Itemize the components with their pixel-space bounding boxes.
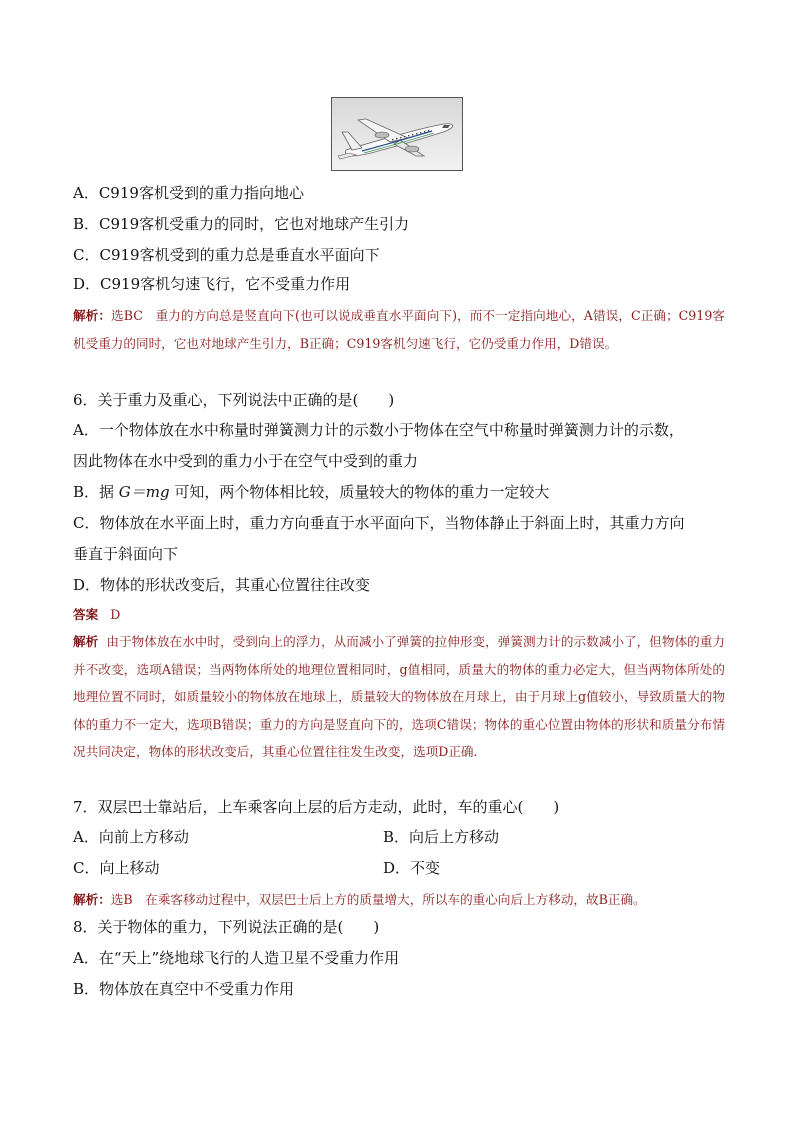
q6-answer [73, 605, 120, 625]
q5-analysis-text: 选BC 重力的方向总是竖直向下(也可以说成垂直水平面向下)，而不一定指向地心，A错误，C正确；C919客机受重力的同时，它也对地球产生引力，B正确；C919客机匀速飞行，它仍受重力作用，D错误。 [73, 308, 726, 351]
q6-answer-value: D [110, 607, 121, 622]
q5-option-b: B．C919客机受重力的同时，它也对地球产生引力 [73, 215, 410, 233]
q7-stem: 7．双层巴士靠站后，上车乘客向上层的后方走动，此时，车的重心( ) [73, 798, 560, 816]
q7-option-d: D．不变 [383, 859, 441, 877]
q6-option-c-line1: C．物体放在水平面上时，重力方向垂直于水平面向下，当物体静止于斜面上时，其重力方向 [73, 514, 685, 532]
q6-option-a-line1: A．一个物体放在水中称量时弹簧测力计的示数小于物体在空气中称量时弹簧测力计的示数， [73, 421, 684, 439]
q7-analysis-label: 解析： [73, 892, 111, 907]
q6-option-b-formula: G＝mg [118, 483, 170, 501]
q7-analysis-text: 选B 在乘客移动过程中，双层巴士后上方的质量增大，所以车的重心向后上方移动，故B正确。 [110, 892, 646, 907]
airplane-figure [331, 97, 463, 171]
q6-analysis [73, 628, 725, 766]
q6-answer-label: 答案 [73, 607, 99, 622]
q6-option-b-prefix: B．据 [73, 483, 119, 501]
q7-option-c: C．向上移动 [73, 859, 160, 877]
q7-option-b: B．向后上方移动 [383, 828, 500, 846]
q8-stem: 8．关于物体的重力，下列说法正确的是( ) [73, 918, 380, 936]
q7-analysis [73, 886, 725, 914]
q5-analysis [73, 302, 725, 357]
q6-analysis-text: 由于物体放在水中时，受到向上的浮力，从而减小了弹簧的拉伸形变，弹簧测力计的示数减小了，但物体的重力并不改变，选项A错误；当两物体所处的地理位置相同时，g值相同，质量大的物体的重力必定大，但当两物体所处的地理位置不同时，如质量较小的物体放在地球上，质量较大的物体放在月球上，由于月球上g值较小，导致质量大的物体的重力不一定大，选项B错误；重力的方向是竖直向下的，选项C错误；物体的重心位置由物体的形状和质量分布情况共同决定，物体的形状改变后，其重心位置往往发生改变，选项D正确． [73, 634, 726, 759]
q6-option-a-line2: 因此物体在水中受到的重力小于在空气中受到的重力 [73, 452, 419, 470]
q6-option-d: D．物体的形状改变后，其重心位置往往改变 [73, 576, 371, 594]
q7-option-a: A．向前上方移动 [73, 828, 189, 846]
q6-stem: 6．关于重力及重心，下列说法中正确的是( ) [73, 391, 395, 409]
q6-option-c-line2: 垂直于斜面向下 [73, 545, 179, 563]
q8-option-a: A．在“天上”绕地球飞行的人造卫星不受重力作用 [73, 949, 400, 967]
q6-option-b [73, 482, 549, 502]
q6-option-b-text: 可知，两个物体相比较，质量较大的物体的重力一定较大 [169, 483, 550, 501]
q5-analysis-label: 解析： [73, 308, 112, 323]
q5-option-d: D．C919客机匀速飞行，它不受重力作用 [73, 275, 351, 293]
airplane-icon [332, 98, 463, 171]
q5-option-a: A．C919客机受到的重力指向地心 [73, 184, 304, 202]
q5-option-c: C．C919客机受到的重力总是垂直水平面向下 [73, 246, 380, 264]
q8-option-b: B．物体放在真空中不受重力作用 [73, 980, 295, 998]
q6-analysis-label: 解析 [73, 634, 99, 649]
